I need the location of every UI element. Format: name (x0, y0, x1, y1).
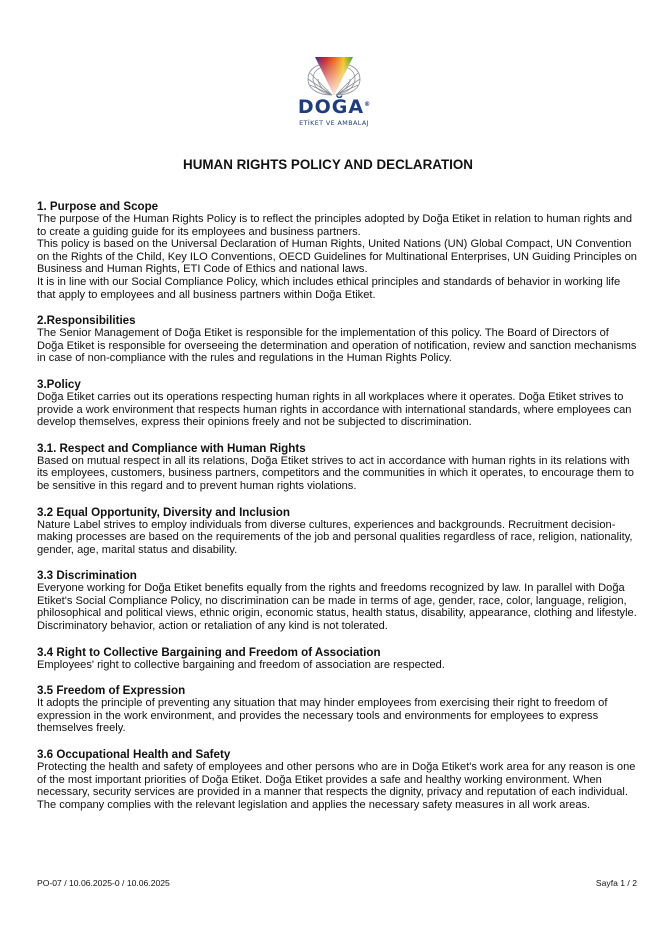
brand-tagline: ETİKET VE AMBALAJ (299, 119, 369, 127)
section-heading: 3.6 Occupational Health and Safety (37, 748, 231, 762)
policy-section (37, 646, 637, 672)
policy-section (37, 569, 637, 632)
policy-section (37, 442, 637, 493)
brand-name-text: DOĞA (297, 96, 365, 118)
section-paragraph: Employees' right to collective bargaining and freedom of association are respected. (37, 658, 445, 671)
section-heading: 3.Policy (37, 377, 81, 391)
section-heading: 3.3 Discrimination (37, 569, 137, 583)
section-paragraph: Protecting the health and safety of employees and other persons who are in Doğa Etiket's work area for any reason is one of the most important priorities of Doğa Etiket. Doğa Etiket provides a safe and healthy working environment. When necessary, security services are provided in a manner that respects the dignity, privacy and reputation of each individual. The company complies with the relevant legislation and applies the necessary safety measures in all work areas. (37, 761, 636, 811)
section-paragraph: The purpose of the Human Rights Policy is to reflect the principles adopted by Doğa Etiket in relation to human rights and to create a guiding guide for its employees and business partners. (37, 213, 633, 238)
policy-section (37, 506, 637, 557)
section-paragraph: The Senior Management of Doğa Etiket is responsible for the implementation of this policy. The Board of Directors of Doğa Etiket is responsible for overseeing the determination and operation of notification, review and sanction mechanisms in case of non-compliance with the rules and regulations in the Human Rights Policy. (37, 327, 637, 365)
section-heading: 3.5 Freedom of Expression (37, 684, 186, 698)
section-heading: 2.Responsibilities (37, 314, 136, 328)
section-paragraph: Nature Label strives to employ individuals from diverse cultures, experiences and backgrounds. Recruitment decision-making processes are based on the requirements of the job and personal qualities regardless of race, religion, nationality, gender, age, marital status and disability. (37, 518, 633, 556)
brand-name (288, 97, 380, 117)
document-code: PO-07 / 10.06.2025-0 / 10.06.2025 (37, 878, 170, 888)
registered-mark: ® (364, 101, 371, 108)
document-title: HUMAN RIGHTS POLICY AND DECLARATION (183, 157, 473, 172)
section-paragraph: Doğa Etiket carries out its operations respecting human rights in all workplaces where it operates. Doğa Etiket strives to provide a work environment that respects human rights in accordance with international standards, where employees can develop themselves, express their opinions freely and not be subjected to discrimination. (37, 390, 632, 429)
section-heading: 3.1. Respect and Compliance with Human Rights (37, 441, 306, 455)
policy-section (37, 200, 637, 301)
page-number: Sayfa 1 / 2 (595, 878, 637, 888)
section-heading: 3.2 Equal Opportunity, Diversity and Inclusion (37, 505, 290, 519)
section-paragraph: Everyone working for Doğa Etiket benefits equally from the rights and freedoms recognized by law. In parallel with Doğa Etiket's Social Compliance Policy, no discrimination can be made in terms of age, gender, race, color, language, religion, philosophical and political views, ethnic origin, economic status, health status, disability, appearance, clothing and lifestyle. Discriminatory behavior, action or retaliation of any kind is not tolerated. (37, 582, 637, 633)
section-paragraph: Based on mutual respect in all its relations, Doğa Etiket strives to act in accordance with human rights in its relations with its employees, customers, business partners, competitors and the communities in which it operates, to encourage them to be sensitive in this regard and to prevent human rights violations. (37, 454, 634, 492)
section-heading: 3.4 Right to Collective Bargaining and Freedom of Association (37, 645, 381, 659)
section-paragraph: It adopts the principle of preventing any situation that may hinder employees from exercising their right to freedom of expression in the work environment, and provides the necessary tools and environments for employees to express themselves freely. (37, 697, 608, 735)
policy-section (37, 748, 637, 811)
section-heading: 1. Purpose and Scope (37, 200, 159, 213)
policy-section (37, 684, 637, 735)
policy-section (37, 314, 637, 365)
policy-section (37, 378, 637, 429)
document-body (37, 200, 637, 824)
section-paragraph: This policy is based on the Universal Declaration of Human Rights, United Nations (UN) Global Compact, UN Convention on the Rights of the Child, Key ILO Conventions, OECD Guidelines for Multinational Enterprises, UN Guiding Principles on Business and Human Rights, ETI Code of Ethics and national laws. (37, 238, 637, 276)
section-paragraph: It is in line with our Social Compliance Policy, which includes ethical principles and standards of behavior in working life that apply to employees and all business partners within Doğa Etiket. (37, 275, 621, 301)
